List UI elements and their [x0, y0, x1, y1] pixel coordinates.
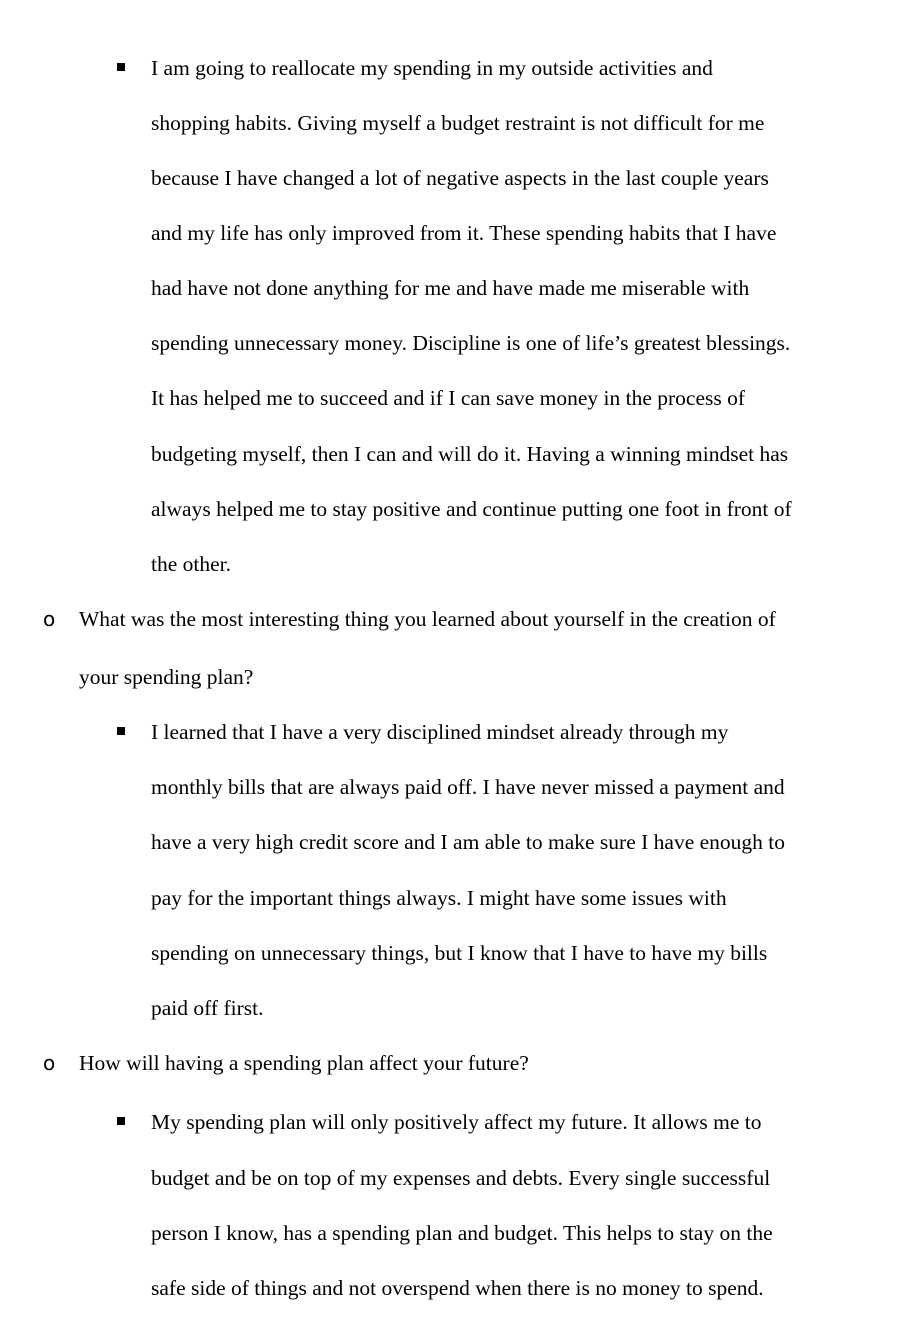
- answer-line: and my life has only improved from it. These spending habits that I have: [151, 221, 777, 245]
- circle-bullet-icon: o: [43, 607, 56, 631]
- answer-line: had have not done anything for me and have made me miserable with: [151, 276, 750, 300]
- answer-line: budget and be on top of my expenses and debts. Every single successful: [151, 1166, 771, 1190]
- answer-line: I learned that I have a very disciplined mindset already through my: [151, 720, 729, 744]
- answer-line: person I know, has a spending plan and budget. This helps to stay on the: [151, 1221, 773, 1245]
- square-bullet-icon: [117, 63, 125, 71]
- answer-line: spending on unnecessary things, but I know that I have to have my bills: [151, 941, 768, 965]
- answer-line: spending unnecessary money. Discipline is one of life’s greatest blessings.: [151, 331, 791, 355]
- square-bullet-icon: [117, 1117, 125, 1125]
- circle-bullet-icon: o: [43, 1051, 56, 1075]
- answer-line: have a very high credit score and I am able to make sure I have enough to: [151, 830, 785, 854]
- question-line: What was the most interesting thing you learned about yourself in the creation of: [79, 607, 776, 631]
- answer-line: the other.: [151, 552, 232, 576]
- answer-line: always helped me to stay positive and continue putting one foot in front of: [151, 497, 792, 521]
- answer-line: safe side of things and not overspend when there is no money to spend.: [151, 1276, 764, 1300]
- answer-line: It has helped me to succeed and if I can save money in the process of: [151, 386, 746, 410]
- square-bullet-icon: [117, 727, 125, 735]
- answer-line: because I have changed a lot of negative aspects in the last couple years: [151, 166, 769, 190]
- answer-line: pay for the important things always. I might have some issues with: [151, 886, 727, 910]
- answer-line: budgeting myself, then I can and will do it. Having a winning mindset has: [151, 442, 789, 466]
- question-line: your spending plan?: [79, 665, 254, 689]
- answer-line: I am going to reallocate my spending in my outside activities and: [151, 56, 713, 80]
- question-line: How will having a spending plan affect your future?: [79, 1051, 529, 1075]
- answer-line: shopping habits. Giving myself a budget restraint is not difficult for me: [151, 111, 765, 135]
- answer-line: My spending plan will only positively affect my future. It allows me to: [151, 1110, 762, 1134]
- answer-line: paid off first.: [151, 996, 264, 1020]
- answer-line: monthly bills that are always paid off. I have never missed a payment and: [151, 775, 785, 799]
